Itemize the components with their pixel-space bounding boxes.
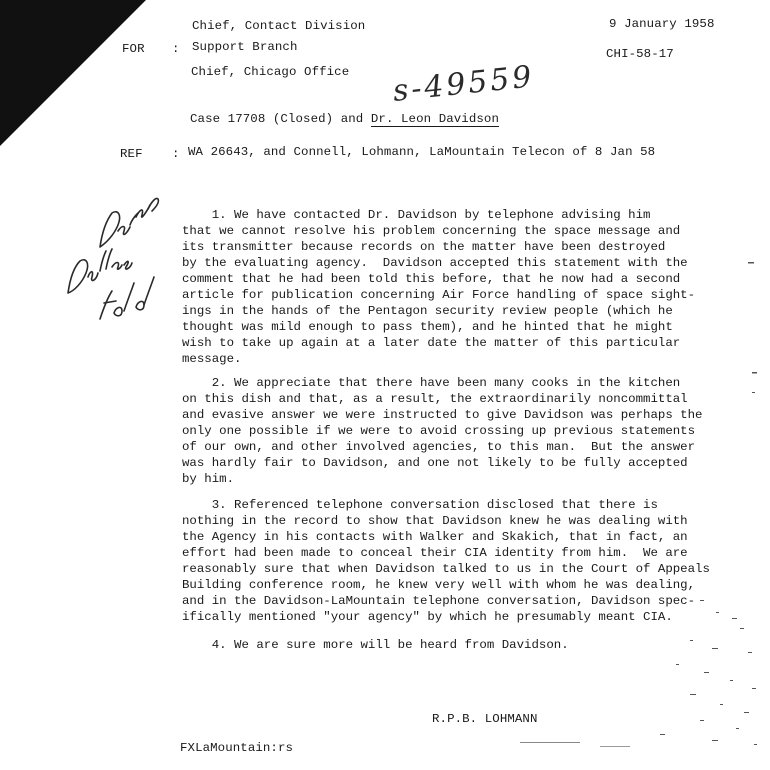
case-number: Case 17708 (Closed) and (190, 112, 364, 126)
paragraph-1-line-4: by the evaluating agency. Davidson accepted this statement with the (182, 256, 688, 270)
from-line: Chief, Chicago Office (191, 65, 350, 79)
paragraph-1-line-9: wish to take up again at a later date the matter of this particular (182, 336, 681, 350)
paragraph-1-line-10: message. (182, 352, 242, 366)
paragraph-4 (182, 637, 722, 653)
ref-label: REF (120, 147, 143, 161)
paragraph-1 (182, 207, 722, 367)
handwritten-margin-note (60, 185, 170, 325)
paragraph-1-line-2: that we cannot resolve his problem concerning the space message and (182, 224, 681, 238)
paragraph-3-line-1: 3. Referenced telephone conversation disclosed that there is (182, 498, 658, 512)
paragraph-2-line-1: 2. We appreciate that there have been many cooks in the kitchen (182, 376, 681, 390)
paragraph-2 (182, 375, 722, 487)
paragraph-1-line-1: 1. We have contacted Dr. Davidson by telephone advising him (182, 208, 651, 222)
paragraph-1-line-7: ings in the hands of the Pentagon security review people (which he (182, 304, 673, 318)
handwritten-document-number: s-49559 (391, 59, 537, 109)
paragraph-2-line-3: and evasive answer we were instructed to give Davidson was perhaps the (182, 408, 703, 422)
paragraph-4-line-1: 4. We are sure more will be heard from Davidson. (182, 638, 569, 652)
paragraph-1-line-5: comment that he had been told this before, that he now had a second (182, 272, 681, 286)
paragraph-2-line-5: of our own, and other involved agencies, to this man. But the answer (182, 440, 696, 454)
memo-date: 9 January 1958 (609, 17, 715, 31)
paragraph-2-line-4: only one possible if we were to avoid crossing up previous statements (182, 424, 696, 438)
paragraph-3-line-6: Building conference room, he knew very well with whom he was dealing, (182, 578, 696, 592)
paragraph-3-line-5: reasonably sure that when Davidson talked to us in the Court of Appeals (182, 562, 710, 576)
paragraph-1-line-6: article for publication concerning Air Force handling of space sight- (182, 288, 696, 302)
ref-colon: : (172, 147, 180, 161)
ref-text: WA 26643, and Connell, Lohmann, LaMountain Telecon of 8 Jan 58 (188, 145, 656, 159)
paragraph-2-line-6: was hardly fair to Davidson, and one not likely to be fully accepted (182, 456, 688, 470)
for-label: FOR (122, 42, 145, 56)
subject-line (190, 112, 499, 127)
reference-code: CHI-58-17 (606, 47, 674, 61)
subject-person: Dr. Leon Davidson (370, 112, 499, 126)
addressee-line: Chief, Contact Division (192, 19, 366, 33)
paragraph-1-line-8: thought was mild enough to pass them), and he hinted that he might (182, 320, 673, 334)
paragraph-3-line-4: effort had been made to conceal their CIA identity from him. We are (182, 546, 688, 560)
paragraph-1-line-3: its transmitter because records on the matter have been destroyed (182, 240, 666, 254)
typist-initials: FXLaMountain:rs (180, 741, 294, 755)
paragraph-3-line-3: the Agency in his contacts with Walker and Skakich, that in fact, an (182, 530, 688, 544)
paragraph-2-line-2: on this dish and that, as a result, the extraordinarily noncommittal (182, 392, 688, 406)
paragraph-3-line-8: ifically mentioned "your agency" by which he presumably meant CIA. (182, 610, 673, 624)
signature-block: R.P.B. LOHMANN (432, 712, 538, 726)
paragraph-2-line-7: by him. (182, 472, 235, 486)
paragraph-3-line-7: and in the Davidson-LaMountain telephone conversation, Davidson spec- (182, 594, 696, 608)
support-branch-line: Support Branch (192, 40, 298, 54)
paragraph-3 (182, 497, 722, 625)
paragraph-3-line-2: nothing in the record to show that Davidson knew he was dealing with (182, 514, 688, 528)
for-colon: : (172, 42, 180, 56)
